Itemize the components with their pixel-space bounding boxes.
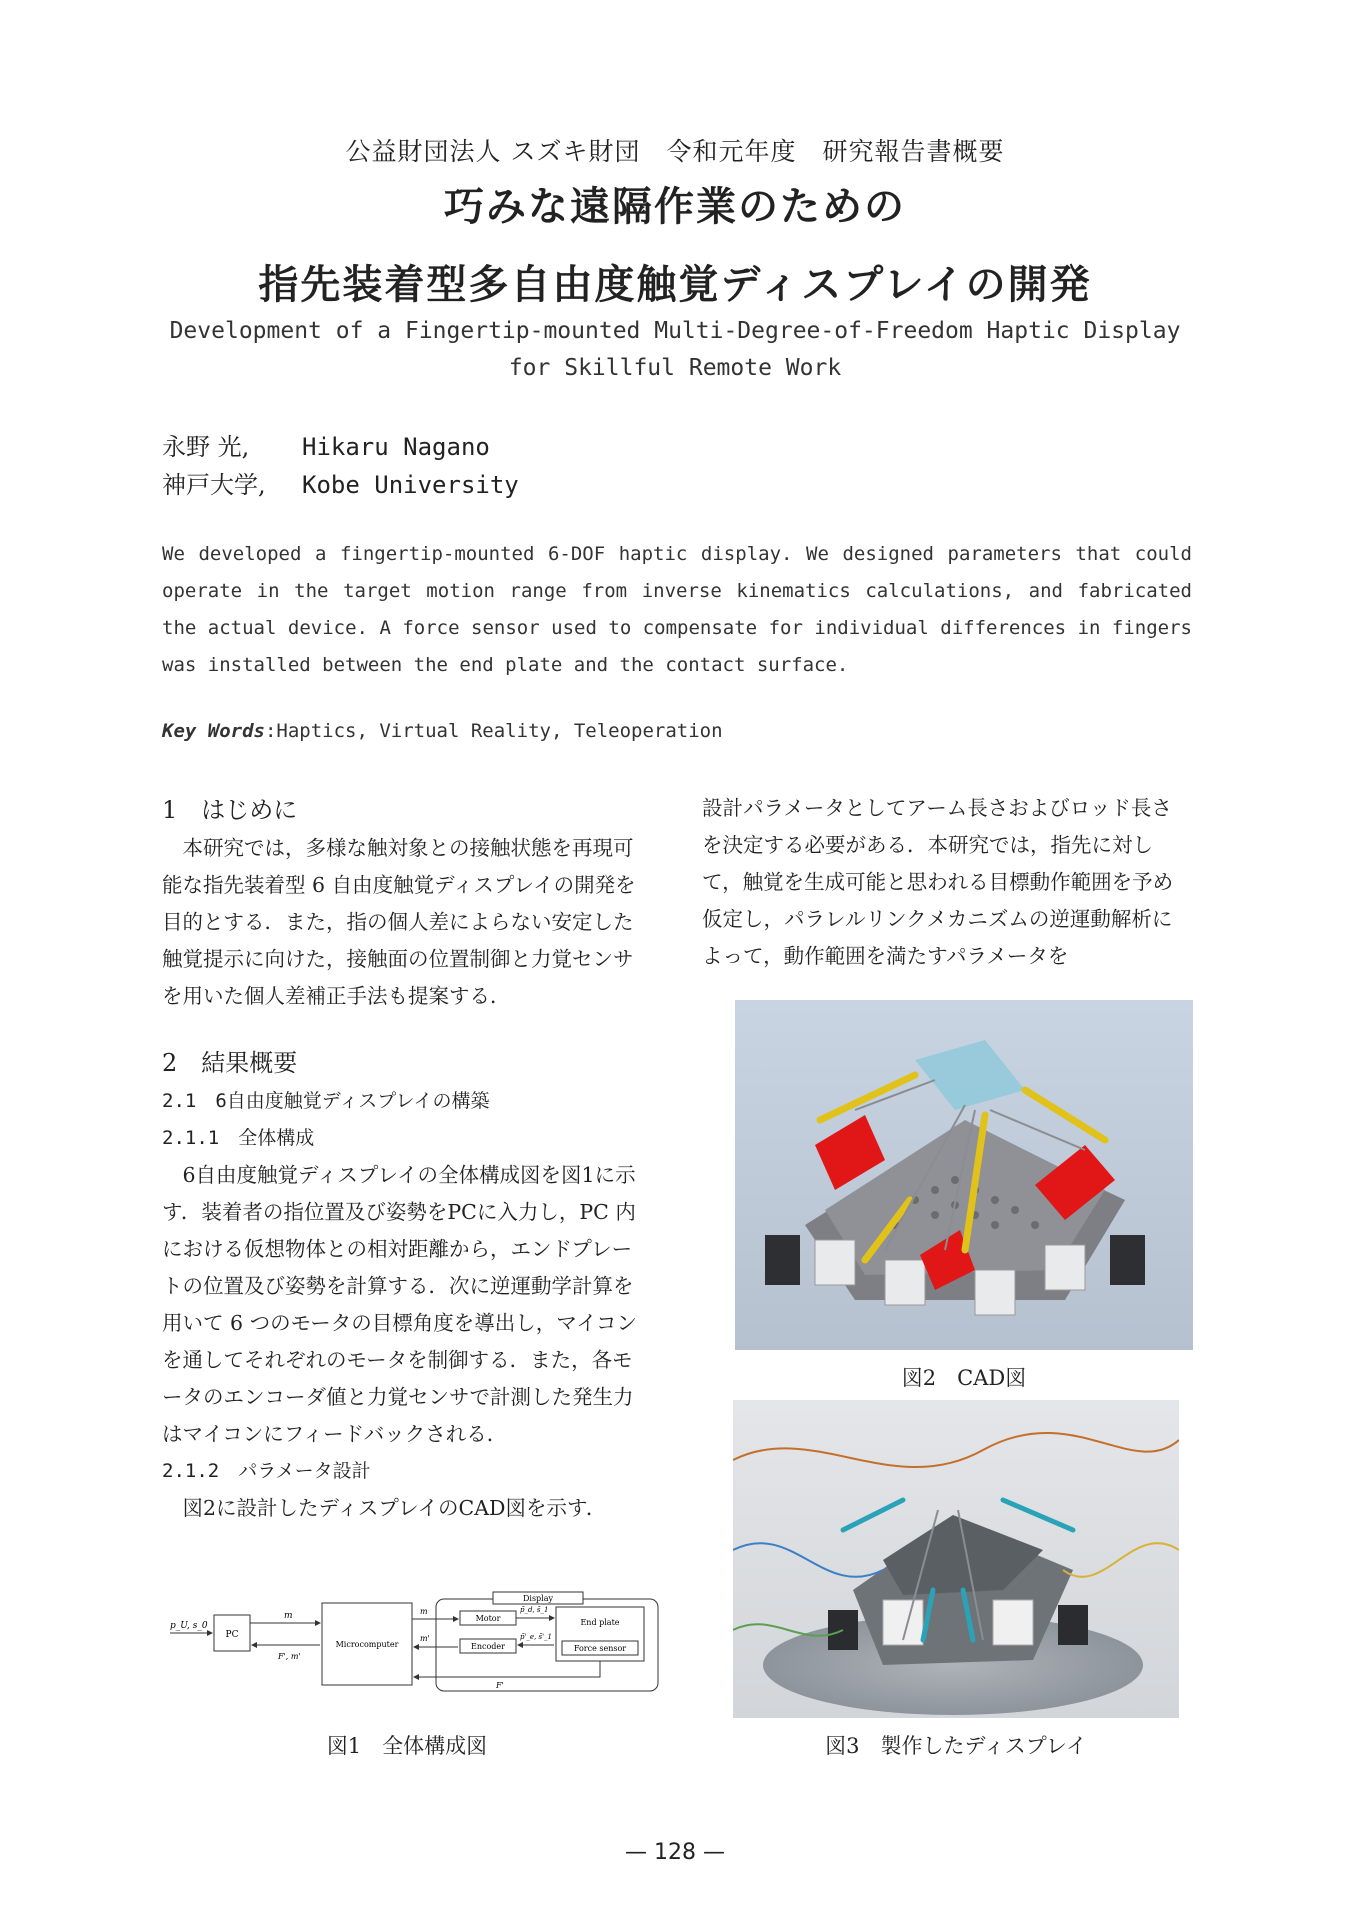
abstract: We developed a fingertip-mounted 6-DOF haptic display. We designed parameters that could operate in the target motion range from inverse kinematics calculations, and fabricated the actual device. A force sensor used to compensate for individual differences in fingers was installed between the end plate and the contact surface. <box>162 543 1192 676</box>
header-org-line: 公益財団法人 スズキ財団 令和元年度 研究報告書概要 <box>345 137 1005 166</box>
right-column-text: 設計パラメータとしてアーム長さおよびロッド長さを決定する必要がある．本研究では，指先に対して，触覚を生成可能と思われる目標動作範囲を予め仮定し，パラレルリンクメカニズムの逆運動解析によって，動作範囲を満たすパラメータを <box>702 796 1174 968</box>
affiliation-en: Kobe University <box>302 471 519 499</box>
figure-1-pd-label: p̃_d, s̃_1 <box>520 1606 549 1614</box>
figure-2-cad-image <box>735 1000 1193 1350</box>
english-title-line-1: Development of a Fingertip-mounted Multi-Degree-of-Freedom Haptic Display <box>169 318 1181 344</box>
figure-2-caption: 図2 CAD図 <box>901 1366 1027 1390</box>
author-affiliation-row <box>162 465 519 500</box>
subsection-2-1-1-heading: 2.1.1 全体構成 <box>162 1127 315 1149</box>
right-column <box>702 790 1192 975</box>
figure-1-fprime-m-label: F', m' <box>278 1652 301 1661</box>
figure-1-force-sensor-label: Force sensor <box>573 1644 627 1653</box>
section-1-body: 本研究では，多様な触対象との接触状態を再現可能な指先装着型 6 自由度触覚ディスプレイの開発を目的とする．また，指の個人差によらない安定した触覚提示に向けた，接触面の位置制御と力覚センサを用いた個人差補正手法も提案する． <box>162 836 636 1008</box>
figure-3-caption: 図3 製作したディスプレイ <box>825 1734 1087 1758</box>
affiliation-jp: 神戸大学, <box>162 471 266 499</box>
english-title-line-2: for Skillful Remote Work <box>508 355 842 381</box>
figure-1-pc-label: PC <box>225 1630 239 1640</box>
keywords-separator: : <box>264 720 277 742</box>
figure-3-photo <box>733 1400 1179 1718</box>
figure-1-input-label: p_U, s_0 <box>170 1621 208 1631</box>
figure-1-mprime-label: m' <box>420 1634 430 1643</box>
page-number: — 128 — <box>625 1840 725 1865</box>
figure-1-microcomputer-label: Microcomputer <box>335 1640 399 1649</box>
figure-1-display-label: Display <box>522 1594 554 1603</box>
figure-1-motor-label: Motor <box>475 1614 501 1623</box>
author-name-jp: 永野 光, <box>162 433 250 461</box>
figure-1-m-label: m <box>284 1611 293 1621</box>
keywords-label: Key Words <box>162 720 265 742</box>
section-1-heading: 1 はじめに <box>162 796 298 824</box>
figure-1-encoder-label: Encoder <box>471 1642 505 1651</box>
figure-1-pprime-label: p̃'_e, s̃'_1 <box>520 1633 552 1641</box>
title-line-2: 指先装着型多自由度触覚ディスプレイの開発 <box>258 262 1092 308</box>
section-2-heading: 2 結果概要 <box>162 1049 298 1077</box>
figure-1-end-plate-label: End plate <box>580 1618 620 1627</box>
left-column <box>162 790 652 1527</box>
figure-1-m2-label: m <box>420 1607 428 1616</box>
keywords <box>162 720 723 742</box>
figure-1-block-diagram <box>168 1585 668 1705</box>
figure-1-fprime-label: F' <box>496 1681 504 1690</box>
title-line-1: 巧みな遠隔作業のための <box>444 184 906 230</box>
keywords-text: Haptics, Virtual Reality, Teleoperation <box>276 720 723 742</box>
figure-1-caption: 図1 全体構成図 <box>326 1734 488 1758</box>
author-name-en: Hikaru Nagano <box>302 433 490 461</box>
subsection-2-1-1-body: 6自由度触覚ディスプレイの全体構成図を図1に示す．装着者の指位置及び姿勢をPCに入力し，PC 内における仮想物体との相対距離から，エンドプレートの位置及び姿勢を計算する．次に逆運動学計算を用いて 6 つのモータの目標角度を導出し，マイコンを通してそれぞれのモータを制御する．また，各モータのエンコーダ値と力覚センサで計測した発生力はマイコンにフィードバックされる． <box>162 1163 638 1446</box>
subsection-2-1-2-heading: 2.1.2 パラメータ設計 <box>162 1460 371 1482</box>
subsection-2-1-2-body: 図2に設計したディスプレイのCAD図を示す． <box>182 1496 607 1520</box>
author-name-row <box>162 427 490 462</box>
subsection-2-1-heading: 2.1 6自由度触覚ディスプレイの構築 <box>162 1090 490 1112</box>
